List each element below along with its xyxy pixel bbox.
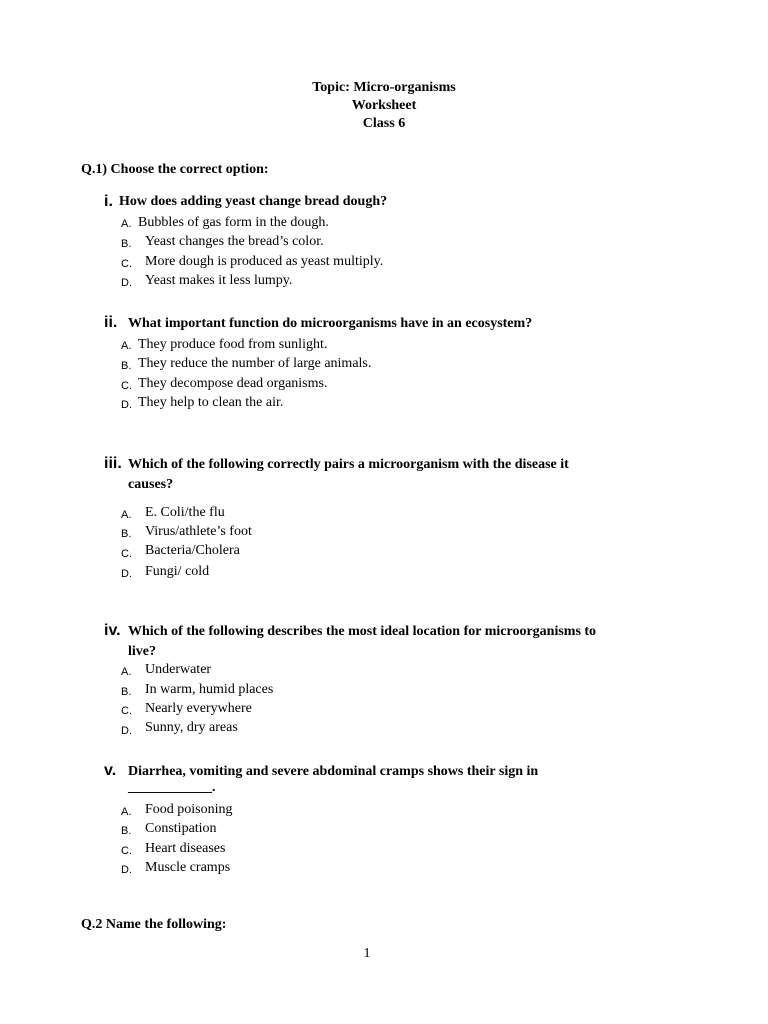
option-text: They produce food from sunlight. xyxy=(138,337,328,352)
option-text: They decompose dead organisms. xyxy=(138,376,328,391)
question-numeral: iv. xyxy=(104,622,121,639)
question-text: Which of the following correctly pairs a microorganism with the disease it xyxy=(128,457,569,472)
question-numeral: iii. xyxy=(104,455,122,472)
option-text: E. Coli/the flu xyxy=(145,505,225,520)
option-letter: B. xyxy=(121,528,132,540)
option-letter: D. xyxy=(121,725,132,737)
option-text: Sunny, dry areas xyxy=(145,720,238,735)
option-letter: B. xyxy=(121,238,132,250)
option-text: Bubbles of gas form in the dough. xyxy=(138,215,329,230)
option-text: They help to clean the air. xyxy=(138,395,284,410)
option-text: Bacteria/Cholera xyxy=(145,543,240,558)
option-letter: A. xyxy=(121,340,132,352)
option-text: Heart diseases xyxy=(145,841,226,856)
q1-heading: Q.1) Choose the correct option: xyxy=(81,162,269,177)
q2-heading: Q.2 Name the following: xyxy=(81,917,227,932)
question-numeral: i. xyxy=(104,193,113,210)
topic-title: Topic: Micro-organisms xyxy=(312,80,456,95)
question-blank: ____________. xyxy=(128,780,216,795)
question-text: Diarrhea, vomiting and severe abdominal cramps shows their sign in xyxy=(128,764,539,779)
option-text: Underwater xyxy=(145,662,212,677)
option-letter: B. xyxy=(121,360,132,372)
option-letter: C. xyxy=(121,845,132,857)
option-letter: D. xyxy=(121,864,132,876)
option-letter: D. xyxy=(121,568,132,580)
option-letter: B. xyxy=(121,825,132,837)
option-letter: B. xyxy=(121,686,132,698)
option-letter: D. xyxy=(121,277,132,289)
option-text: More dough is produced as yeast multiply. xyxy=(145,254,384,269)
worksheet-subtitle: Worksheet xyxy=(351,98,417,113)
option-letter: D. xyxy=(121,399,132,411)
question-numeral: v. xyxy=(104,762,117,779)
question-text-continued: causes? xyxy=(128,477,174,492)
option-text: Yeast changes the bread’s color. xyxy=(145,234,324,249)
option-text: They reduce the number of large animals. xyxy=(138,356,372,371)
option-text: Nearly everywhere xyxy=(145,701,252,716)
page-number: 1 xyxy=(363,946,371,961)
option-letter: C. xyxy=(121,258,132,270)
option-text: Constipation xyxy=(145,821,217,836)
option-letter: A. xyxy=(121,218,132,230)
question-numeral: ii. xyxy=(104,314,118,331)
question-text: How does adding yeast change bread dough? xyxy=(119,194,388,209)
option-text: Virus/athlete’s foot xyxy=(145,524,252,539)
option-text: Food poisoning xyxy=(145,802,233,817)
question-text: Which of the following describes the most ideal location for microorganisms to xyxy=(128,624,597,639)
option-letter: C. xyxy=(121,548,132,560)
option-letter: A. xyxy=(121,806,132,818)
option-text: Muscle cramps xyxy=(145,860,231,875)
option-letter: A. xyxy=(121,509,132,521)
option-text: Yeast makes it less lumpy. xyxy=(145,273,293,288)
option-letter: C. xyxy=(121,705,132,717)
option-text: Fungi/ cold xyxy=(145,564,210,579)
option-letter: C. xyxy=(121,380,132,392)
option-letter: A. xyxy=(121,666,132,678)
question-text-continued: live? xyxy=(128,644,156,659)
class-label: Class 6 xyxy=(362,116,406,131)
question-text: What important function do microorganisms have in an ecosystem? xyxy=(128,316,533,331)
option-text: In warm, humid places xyxy=(145,682,274,697)
